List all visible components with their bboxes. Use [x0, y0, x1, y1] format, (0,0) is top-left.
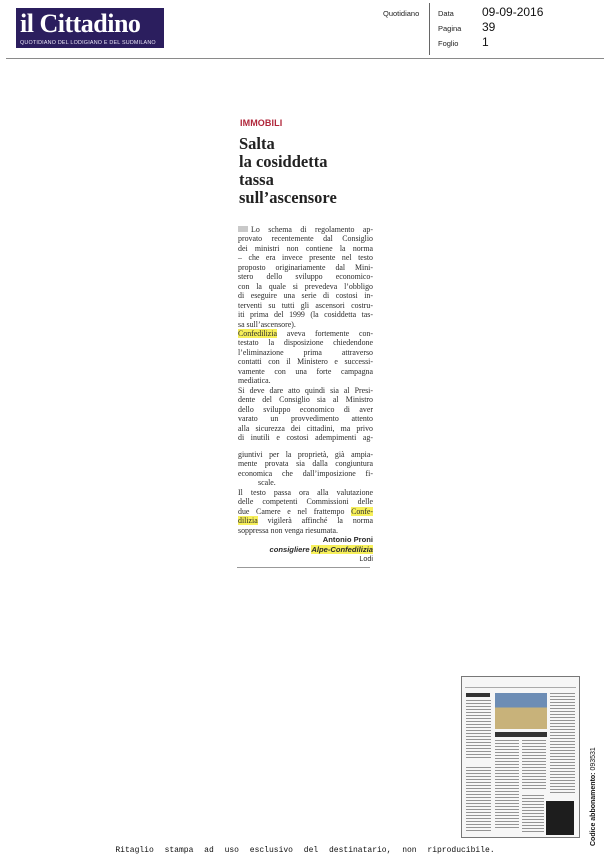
body-line: proposto originariamente dal Mini- [238, 262, 373, 272]
meta-value-date: 09-09-2016 [482, 5, 544, 19]
headline-line: tassa [239, 170, 274, 189]
headline-line: Salta [239, 134, 275, 153]
thumbnail-dark-box [546, 801, 574, 835]
body-line: delle competenti Commissioni delle [238, 497, 373, 507]
body-line: mediatica. [238, 376, 271, 386]
frequency-label: Quotidiano [383, 9, 420, 18]
article-end-rule [237, 567, 370, 568]
article-body-column-1 [238, 225, 373, 442]
body-line: varato un provvedimento attento [238, 414, 373, 424]
meta-value-page: 39 [482, 20, 496, 34]
body-line: dei ministri non contiene la norma [238, 243, 373, 253]
body-line: – che era invece presente nel testo [238, 253, 373, 263]
body-line: iti prima del 1999 (la cosiddetta tas- [238, 310, 373, 320]
newspaper-logo [16, 8, 164, 48]
subscription-code-value: 093531 [590, 747, 597, 771]
subscription-code [590, 747, 597, 846]
body-line: di inutili e costosi adempimenti ag- [238, 432, 373, 442]
page-header [0, 0, 610, 58]
body-line: terventi su tutti gli ascensori costru- [238, 300, 373, 310]
body-line: con la quale si prevedeva l’obbligo [238, 281, 373, 291]
page-thumbnail [461, 676, 580, 838]
body-line: giuntivi per la proprietà, già ampia- [238, 450, 373, 459]
thumbnail-text-column [550, 693, 575, 793]
body-line: alla sicurezza dei cittadini, ma privo [238, 423, 373, 433]
headline-line: sull’ascensore [239, 188, 337, 207]
thumbnail-title-block [466, 693, 490, 697]
body-line: Si deve dare atto quindi sia al Presi- [238, 385, 373, 395]
meta-label-date: Data [438, 9, 454, 18]
logo-tagline: QUOTIDIANO DEL LODIGIANO E DEL SUDMILANO [20, 40, 156, 46]
body-line: stero dello sviluppo economico- [238, 272, 373, 282]
body-line: sa sull’ascensore). [238, 319, 296, 329]
highlight-confedilizia: dilizia [238, 516, 258, 526]
article-kicker: IMMOBILI [240, 118, 283, 128]
highlight-alpe-confedilizia: Alpe-Confedilizia [311, 544, 373, 554]
header-rule [6, 58, 604, 59]
body-line: mente provata sia dalla congiuntura [238, 459, 373, 469]
body-line: Confedilizia aveva fortemente con- [238, 328, 373, 338]
bullet-square-icon [238, 226, 248, 232]
body-line: Lo schema di regolamento ap- [238, 225, 373, 234]
meta-value-sheet: 1 [482, 35, 489, 49]
body-line: provato recentemente dal Consiglio [238, 234, 373, 244]
article-headline [239, 135, 389, 207]
thumbnail-header [465, 680, 576, 688]
highlight-confedilizia: Confe- [351, 506, 373, 516]
thumbnail-text-column [466, 767, 491, 833]
body-line: l’eliminazione prima attraverso [238, 347, 373, 357]
headline-line: la cosiddetta [239, 152, 328, 171]
body-line: dello sviluppo economico di aver [238, 404, 373, 414]
highlight-confedilizia: Confedilizia [238, 328, 278, 338]
body-line: economica che dall’imposizione fi- [238, 468, 373, 478]
body-line: dente del Consiglio sia al Ministro [238, 395, 373, 405]
body-line: soppressa non venga riesumata. [238, 525, 338, 535]
article-body-column-2 [238, 450, 373, 563]
signature-role: consigliere Alpe-Confedilizia [269, 544, 373, 554]
footer-notice: Ritaglio stampa ad uso esclusivo del destinatario, non riproducibile. [115, 846, 495, 855]
subscription-code-label: Codice abbonamento: [590, 772, 597, 846]
signature-name: Antonio Proni [322, 535, 373, 545]
body-line: dilizia vigilerà affinché la norma [238, 516, 373, 526]
thumbnail-photo [495, 693, 547, 729]
body-line: testato la disposizione chiedendone [238, 338, 373, 348]
body-line: due Camere e nel frattempo Confe- [238, 506, 373, 516]
body-line: di eseguire una serie di costosi in- [238, 291, 373, 301]
body-line: contatti con il Ministero e successi- [238, 357, 373, 367]
body-line: scale. [258, 478, 276, 488]
logo-name: il Cittadino [20, 9, 141, 38]
meta-label-page: Pagina [438, 24, 462, 33]
meta-box [429, 3, 605, 55]
thumbnail-text-column [495, 740, 519, 830]
thumbnail-text-column [466, 700, 491, 760]
thumbnail-text-column [522, 740, 546, 790]
body-line: Il testo passa ora alla valutazione [238, 487, 373, 497]
thumbnail-text-column [522, 795, 544, 833]
meta-label-sheet: Foglio [438, 39, 459, 48]
thumbnail-title-block [495, 732, 547, 737]
signature-city: Lodi [359, 554, 373, 564]
body-line: vamente con una forte campagna [238, 366, 373, 376]
